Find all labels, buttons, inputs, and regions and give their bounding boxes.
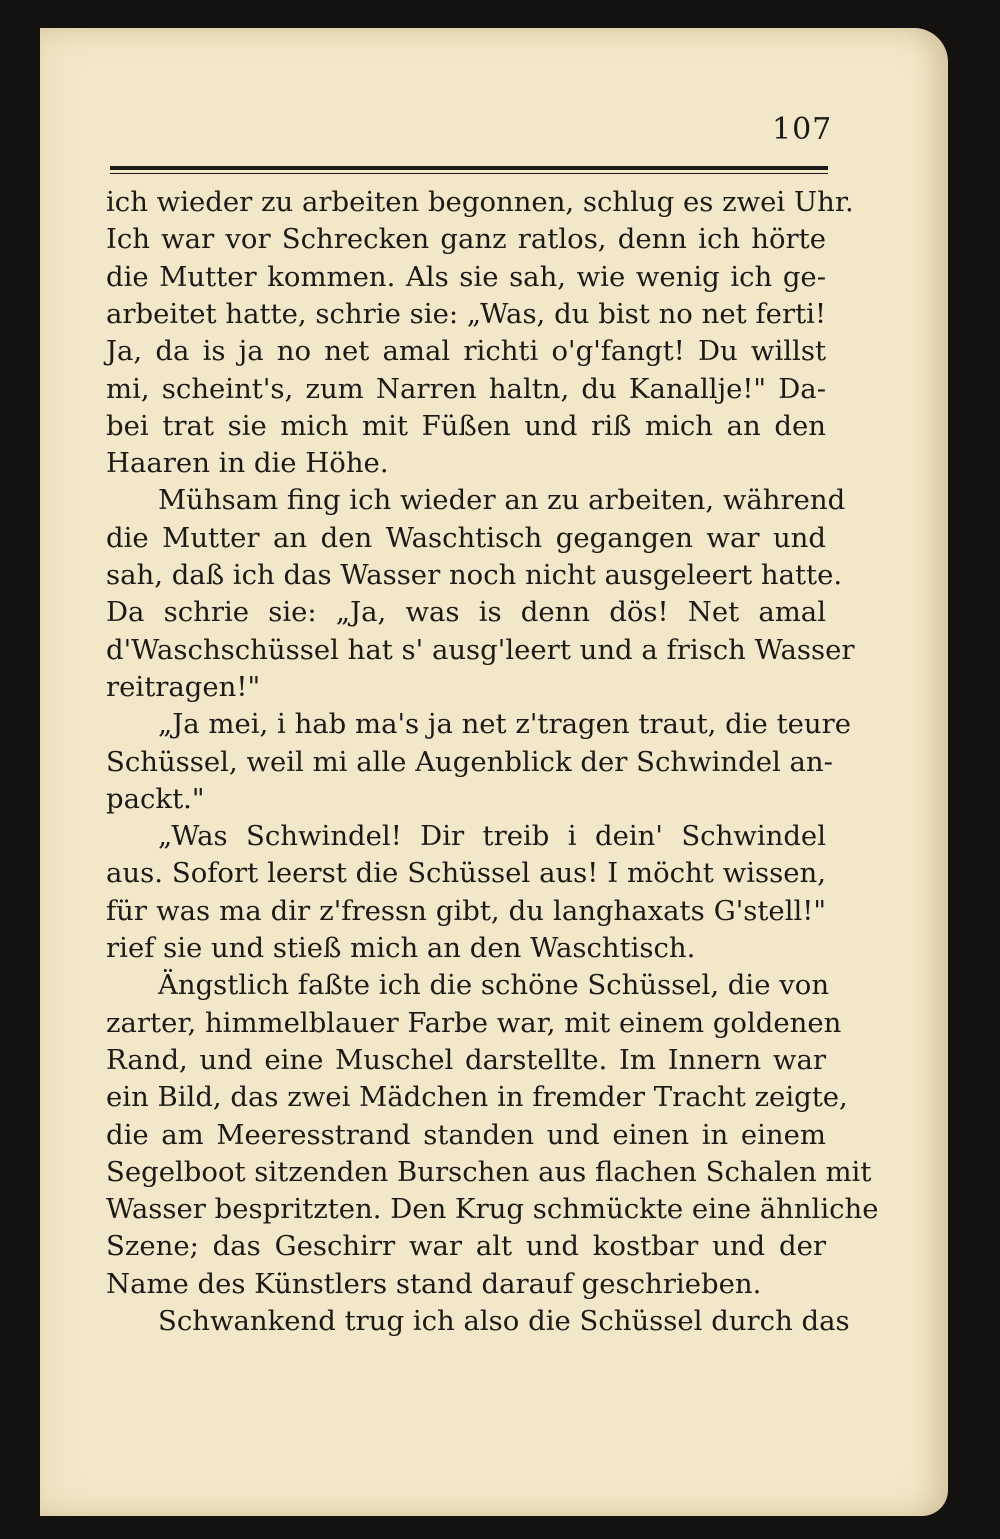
text-line: Haaren in die Höhe.	[106, 447, 389, 480]
text-line: rief sie und stieß mich an den Waschtisch.	[106, 932, 696, 964]
text-line: mi, scheint's, zum Narren haltn, du Kanallje!" Da-	[106, 372, 826, 405]
text-line: Ich war vor Schrecken ganz ratlos, denn ich hörte	[106, 223, 826, 256]
text-line: Wasser bespritzten. Den Krug schmückte eine ähnliche	[106, 1193, 879, 1226]
text-line: für was ma dir z'fressn gibt, du langhaxats G'stell!"	[106, 894, 826, 927]
text-line: ein Bild, das zwei Mädchen in fremder Tracht zeigte,	[106, 1081, 848, 1114]
text-line: d'Waschschüssel hat s' ausg'leert und a frisch Wasser	[106, 633, 855, 666]
book-page	[40, 28, 948, 1516]
text-line: die Mutter an den Waschtisch gegangen war und	[106, 521, 826, 554]
text-line: ich wieder zu arbeiten begonnen, schlug es zwei Uhr.	[106, 186, 854, 218]
text-line: Rand, und eine Muschel darstellte. Im Innern war	[106, 1043, 826, 1076]
text-line: Schüssel, weil mi alle Augenblick der Schwindel an-	[106, 745, 833, 778]
text-line: Segelboot sitzenden Burschen aus flachen Schalen mit	[106, 1155, 872, 1188]
text-line: reitragen!"	[106, 670, 261, 703]
header-rule-thin	[110, 173, 828, 174]
page-number: 107	[772, 112, 833, 147]
text-line: zarter, himmelblauer Farbe war, mit einem goldenen	[106, 1006, 842, 1039]
text-line: Ängstlich faßte ich die schöne Schüssel, die von	[158, 969, 830, 1002]
text-line: Mühsam fing ich wieder an zu arbeiten, während	[158, 484, 846, 517]
text-line: aus. Sofort leerst die Schüssel aus! I möcht wissen,	[106, 857, 826, 890]
text-line: packt."	[106, 782, 205, 815]
text-line: Szene; das Geschirr war alt und kostbar und der	[106, 1230, 826, 1263]
text-line: die am Meeresstrand standen und einen in einem	[106, 1118, 826, 1151]
text-line: Schwankend trug ich also die Schüssel durch das	[158, 1305, 850, 1337]
text-line: Ja, da is ja no net amal richti o'g'fangt! Du willst	[106, 335, 826, 368]
text-line: Da schrie sie: „Ja, was is denn dös! Net amal	[106, 596, 826, 629]
text-line: „Ja mei, i hab ma's ja net z'tragen traut, die teure	[158, 708, 852, 741]
text-line: arbeitet hatte, schrie sie: „Was, du bist no net ferti!	[106, 297, 826, 330]
text-line: sah, daß ich das Wasser noch nicht ausgeleert hatte.	[106, 559, 843, 591]
text-line: bei trat sie mich mit Füßen und riß mich an den	[106, 409, 826, 442]
header-rule	[110, 166, 828, 170]
text-line: Name des Künstlers stand darauf geschrieben.	[106, 1267, 762, 1300]
text-line: „Was Schwindel! Dir treib i dein' Schwindel	[158, 820, 826, 853]
text-line: die Mutter kommen. Als sie sah, wie wenig ich ge-	[106, 260, 826, 293]
